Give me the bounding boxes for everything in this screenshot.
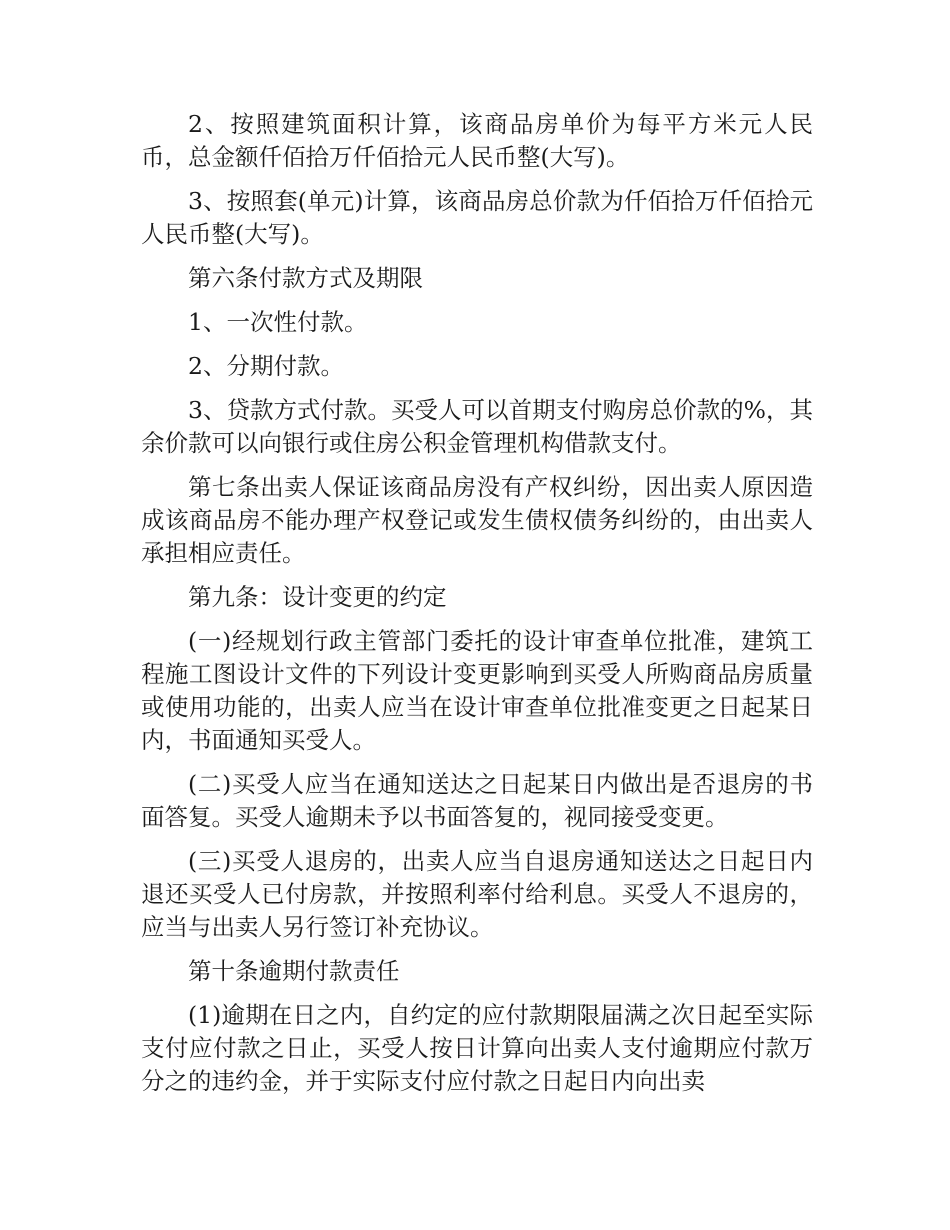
paragraph-design-change-3: (三)买受人退房的，出卖人应当自退房通知送达之日起日内退还买受人已付房款，并按照利率付给利息。买受人不退房的，应当与出卖人另行签订补充协议。 [141,847,813,941]
section-heading-article-10: 第十条逾期付款责任 [188,957,400,985]
paragraph-late-payment-1: (1)逾期在日之内，自约定的应付款期限届满之次日起至实际支付应付款之日止，买受人按日计算向出卖人支付逾期应付款万分之的违约金，并于实际支付应付款之日起日内向出卖 [141,1001,813,1095]
section-heading-article-9: 第九条：设计变更的约定 [188,583,447,611]
paragraph-design-change-1: (一)经规划行政主管部门委托的设计审查单位批准，建筑工程施工图设计文件的下列设计变更影响到买受人所购商品房质量或使用功能的，出卖人应当在设计审查单位批准变更之日起某日内，书面通知买受人。 [141,627,813,754]
paragraph-installment-payment: 2、分期付款。 [188,352,344,380]
paragraph-lump-sum-payment: 1、一次性付款。 [188,308,368,336]
paragraph-article-7: 第七条出卖人保证该商品房没有产权纠纷，因出卖人原因造成该商品房不能办理产权登记或发生债权债务纠纷的，由出卖人承担相应责任。 [141,473,813,567]
paragraph-area-pricing: 2、按照建筑面积计算，该商品房单价为每平方米元人民币，总金额仟佰拾万仟佰拾元人民币整(大写)。 [141,110,813,171]
document-body [141,108,813,1109]
paragraph-design-change-2: (二)买受人应当在通知送达之日起某日内做出是否退房的书面答复。买受人逾期未予以书面答复的，视同接受变更。 [141,770,813,831]
paragraph-unit-pricing: 3、按照套(单元)计算，该商品房总价款为仟佰拾万仟佰拾元人民币整(大写)。 [141,187,813,248]
paragraph-loan-payment: 3、贷款方式付款。买受人可以首期支付购房总价款的%，其余价款可以向银行或住房公积金管理机构借款支付。 [141,396,813,457]
section-heading-article-6: 第六条付款方式及期限 [188,264,423,292]
